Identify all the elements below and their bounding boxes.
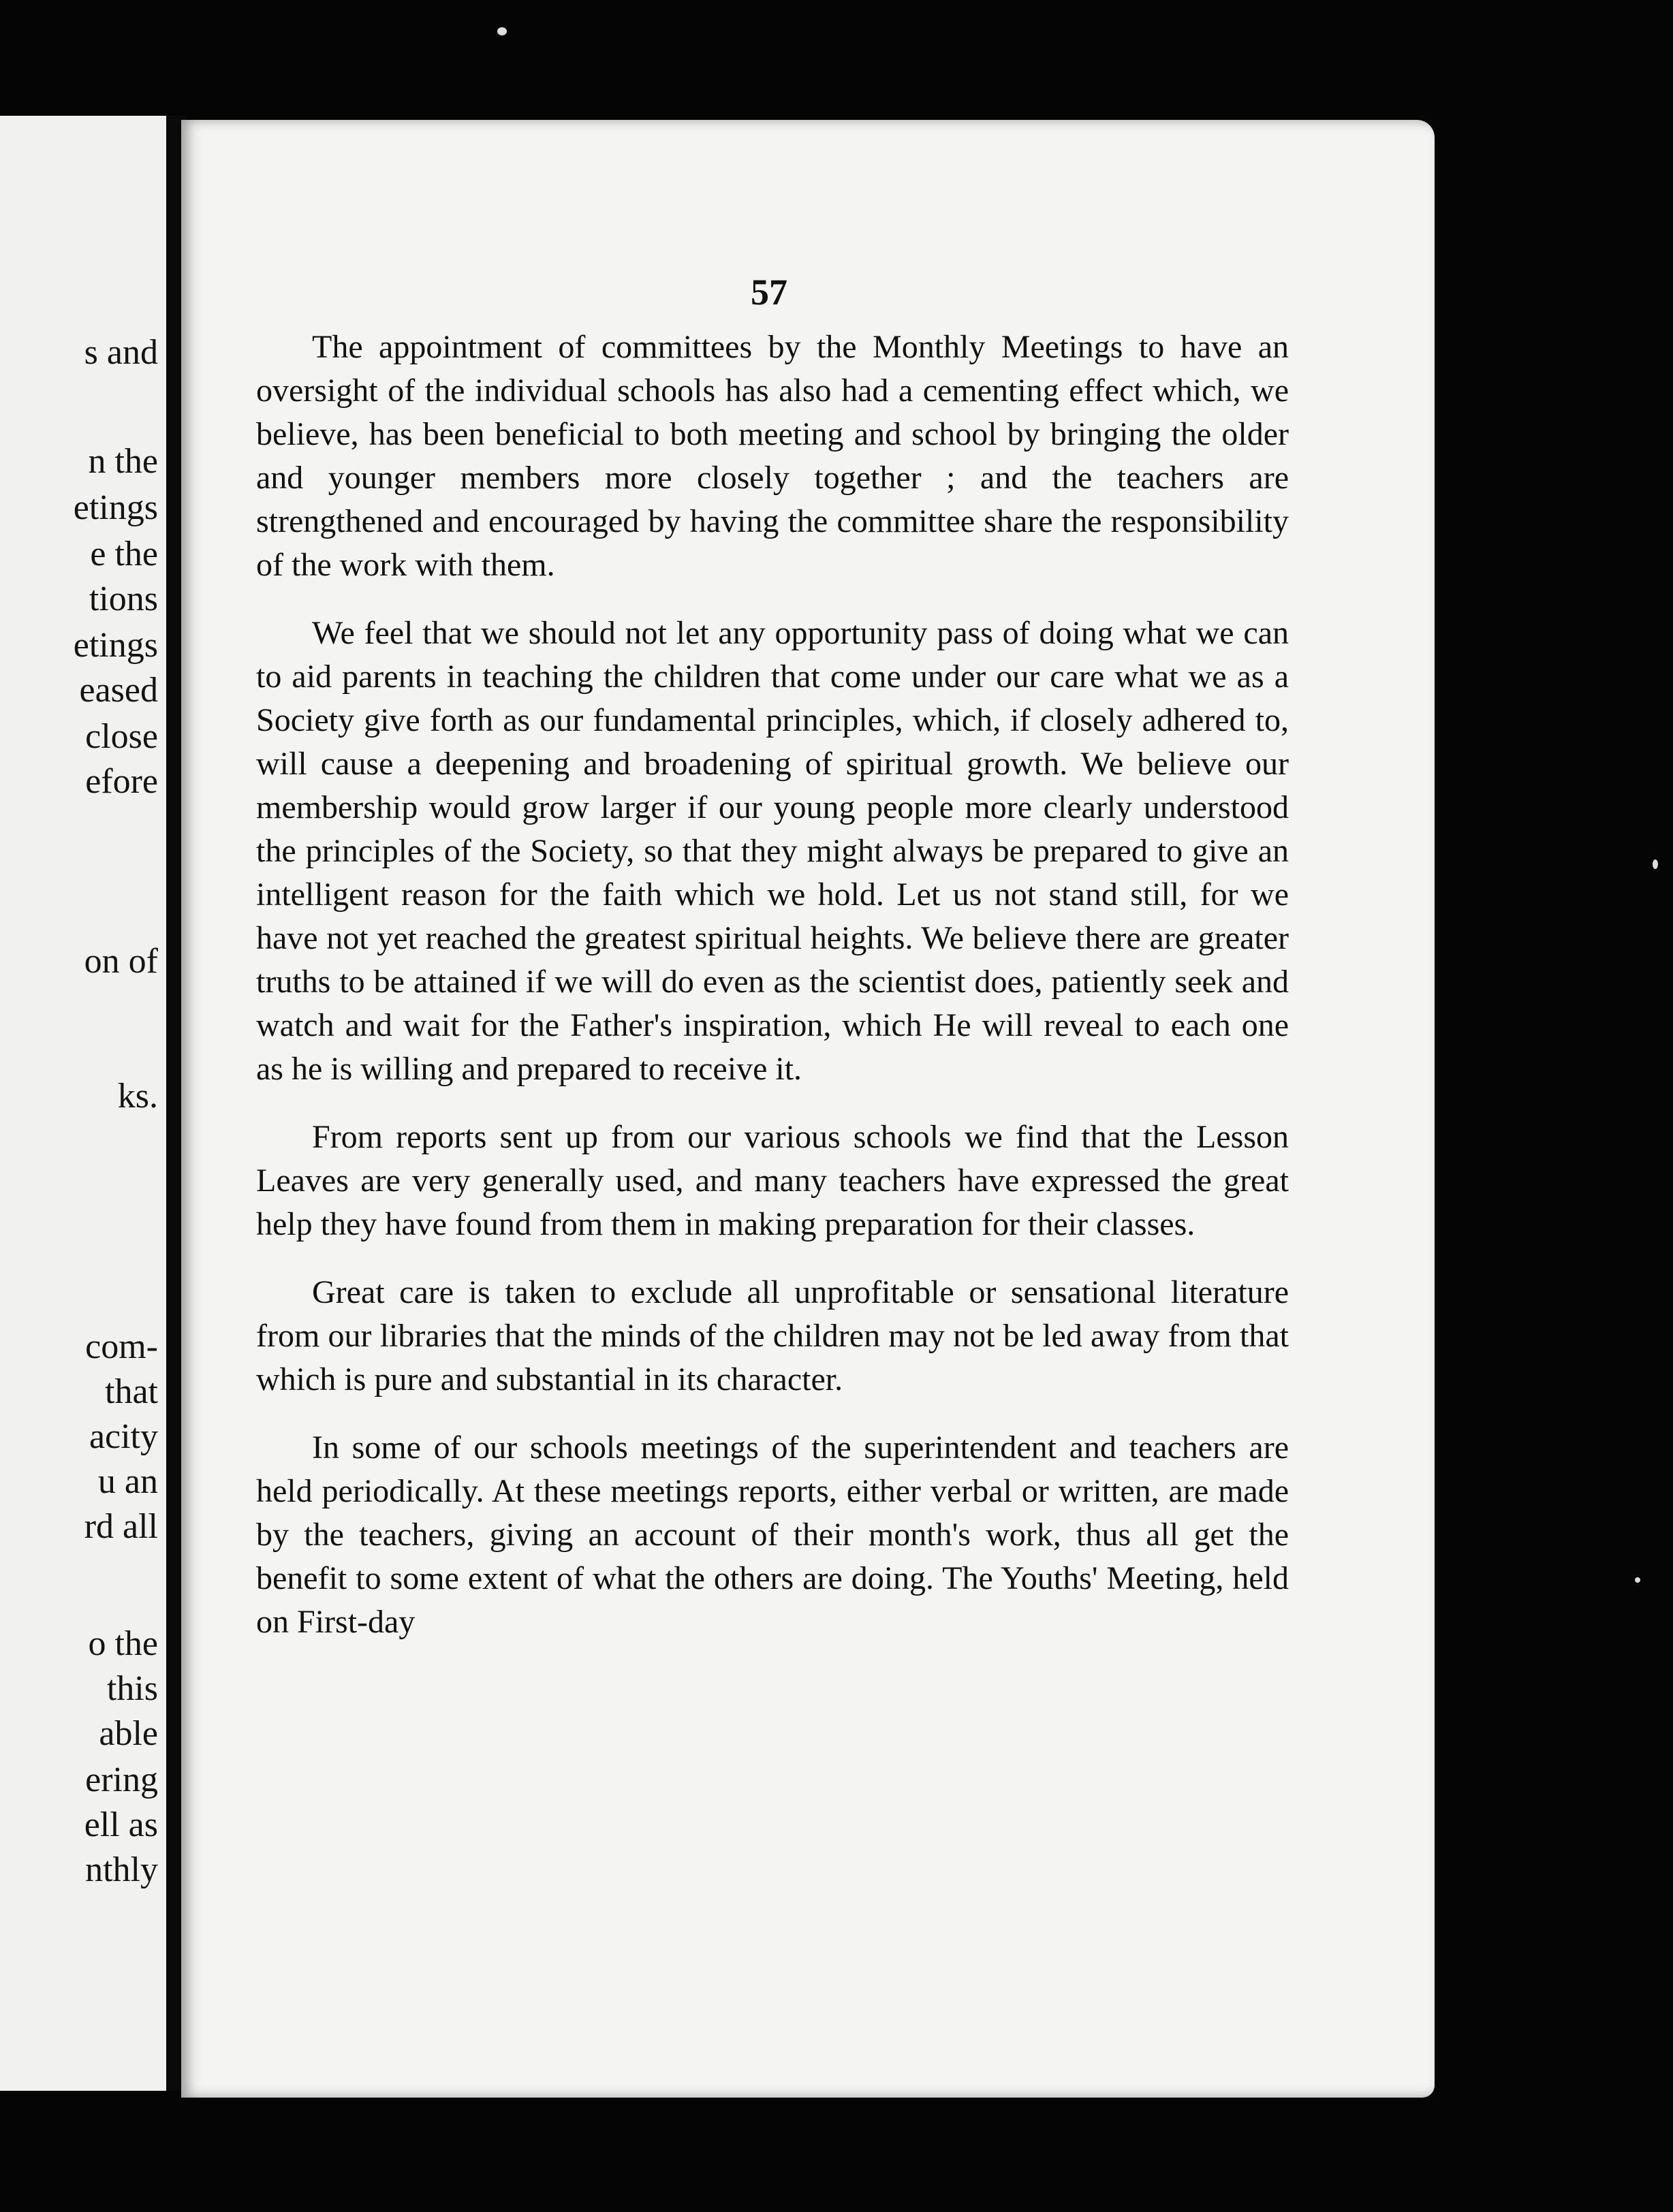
scan-speck [1635, 1577, 1640, 1583]
left-page-fragment: u an [97, 1462, 158, 1501]
left-page-fragment: able [99, 1714, 158, 1753]
left-page-fragment: com- [85, 1327, 158, 1366]
left-page-fragment: that [105, 1372, 158, 1411]
left-page-fragment: this [106, 1669, 158, 1708]
left-page-fragment: efore [85, 762, 158, 801]
scan-speck [497, 27, 507, 35]
left-page-fragment: etings [73, 626, 158, 665]
left-page-fragment: rd all [84, 1507, 158, 1546]
scan-speck [1653, 859, 1658, 869]
left-page-fragment: ering [85, 1760, 158, 1799]
page-number: 57 [751, 272, 787, 313]
left-page-fragment: acity [89, 1417, 158, 1456]
page-body [256, 326, 1289, 1669]
paragraph: We feel that we should not let any opportunity pass of doing what we can to aid parents in teaching the children that come under our care what we as a Society give forth as our fundamental principles, which, if closely adhered to, will cause a deepening and broadening of spiritual growth. We believe our membership would grow larger if our young people more clearly understood the principles of the Society, so that they might always be prepared to give an intelligent reason for the faith which we hold. Let us not stand still, for we have not yet reached the greatest spiritual heights. We believe there are greater truths to be attained if we will do even as the scientist does, patiently seek and watch and wait for the Father's inspiration, which He will reveal to each one as he is willing and prepared to receive it. [256, 615, 1289, 1087]
paragraph: The appointment of committees by the Monthly Meetings to have an oversight of the individual schools has also had a cementing effect which, we believe, has been beneficial to both meeting and school by bringing the older and younger members more closely together ; and the teachers are strengthened and encouraged by having the committee share the responsibility of the work with them. [256, 329, 1289, 583]
left-page-fragment: n the [88, 442, 158, 481]
left-page-fragment: s and [84, 333, 158, 372]
left-page-fragment: e the [90, 535, 158, 573]
left-page-fragment: ell as [84, 1805, 158, 1844]
left-page-fragment: close [85, 717, 158, 756]
paragraph: Great care is taken to exclude all unprofitable or sensational literature from our libraries that the minds of the children may not be led away from that which is pure and substantial in its character. [256, 1274, 1289, 1397]
left-page-fragment: tions [89, 580, 158, 618]
left-page-fragment: nthly [85, 1850, 158, 1889]
previous-page-fragment [0, 116, 176, 2091]
left-page-fragment: eased [79, 671, 158, 710]
left-page-fragment: o the [88, 1624, 158, 1663]
paragraph: In some of our schools meetings of the superintendent and teachers are held periodically. At these meetings reports, either verbal or written, are made by the teachers, giving an account of their month's work, thus all get the benefit to some extent of what the others are doing. The Youths' Meeting, held on First-day [256, 1429, 1289, 1640]
left-page-fragment: on of [84, 942, 158, 981]
left-page-fragment: ks. [117, 1077, 158, 1116]
left-page-fragment: etings [73, 488, 158, 527]
paragraph: From reports sent up from our various schools we find that the Lesson Leaves are very generally used, and many teachers have expressed the great help they have found from them in making preparation for their classes. [256, 1119, 1289, 1242]
